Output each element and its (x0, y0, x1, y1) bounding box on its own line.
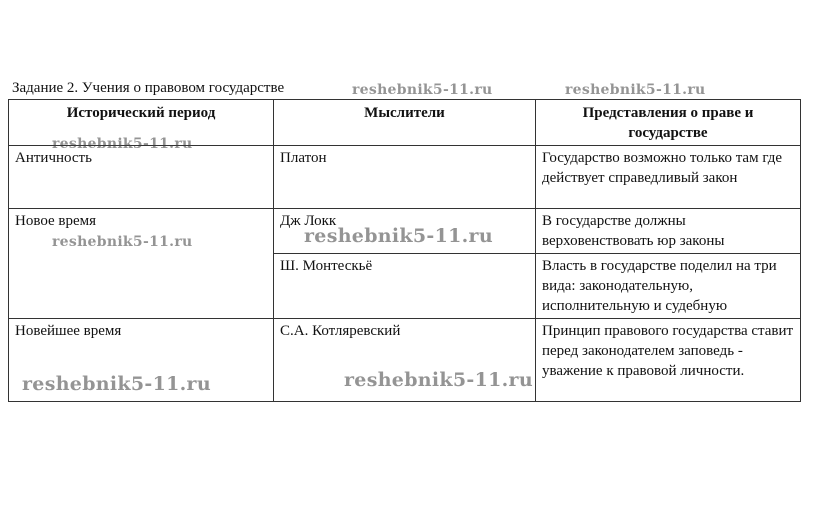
idea-cell: В государстве должны верховенствовать юр законы (536, 209, 801, 254)
header-thinkers: Мыслители (274, 100, 536, 146)
header-period: Исторический период (9, 100, 274, 146)
period-cell: Античность (9, 146, 274, 209)
idea-cell: Государство возможно только там где действует справедливый закон (536, 146, 801, 209)
table-row (9, 146, 801, 209)
thinker-cell: С.А. Котляревский (274, 319, 536, 402)
watermark: reshebnik5-11.ru (565, 82, 706, 98)
table-caption: Задание 2. Учения о правовом государстве (12, 80, 285, 96)
thinker-cell: Дж Локк (274, 209, 536, 254)
idea-cell: Власть в государстве поделил на три вида: законодательную, исполнительную и судебную (536, 254, 801, 319)
watermark: reshebnik5-11.ru (52, 136, 193, 152)
watermark: reshebnik5-11.ru (352, 82, 493, 98)
watermark: reshebnik5-11.ru (22, 373, 211, 395)
thinker-cell: Платон (274, 146, 536, 209)
idea-cell: Принцип правового государства ставит перед законодателем заповедь - уважение к правовой личности. (536, 319, 801, 402)
period-cell: Новейшее время (9, 319, 274, 402)
header-ideas: Представления о праве и государстве (536, 100, 801, 146)
watermark: reshebnik5-11.ru (344, 369, 533, 391)
thinker-cell: Ш. Монтескьё (274, 254, 536, 319)
watermark: reshebnik5-11.ru (52, 234, 193, 250)
watermark: reshebnik5-11.ru (304, 225, 493, 247)
period-cell: Новое время (9, 209, 274, 319)
